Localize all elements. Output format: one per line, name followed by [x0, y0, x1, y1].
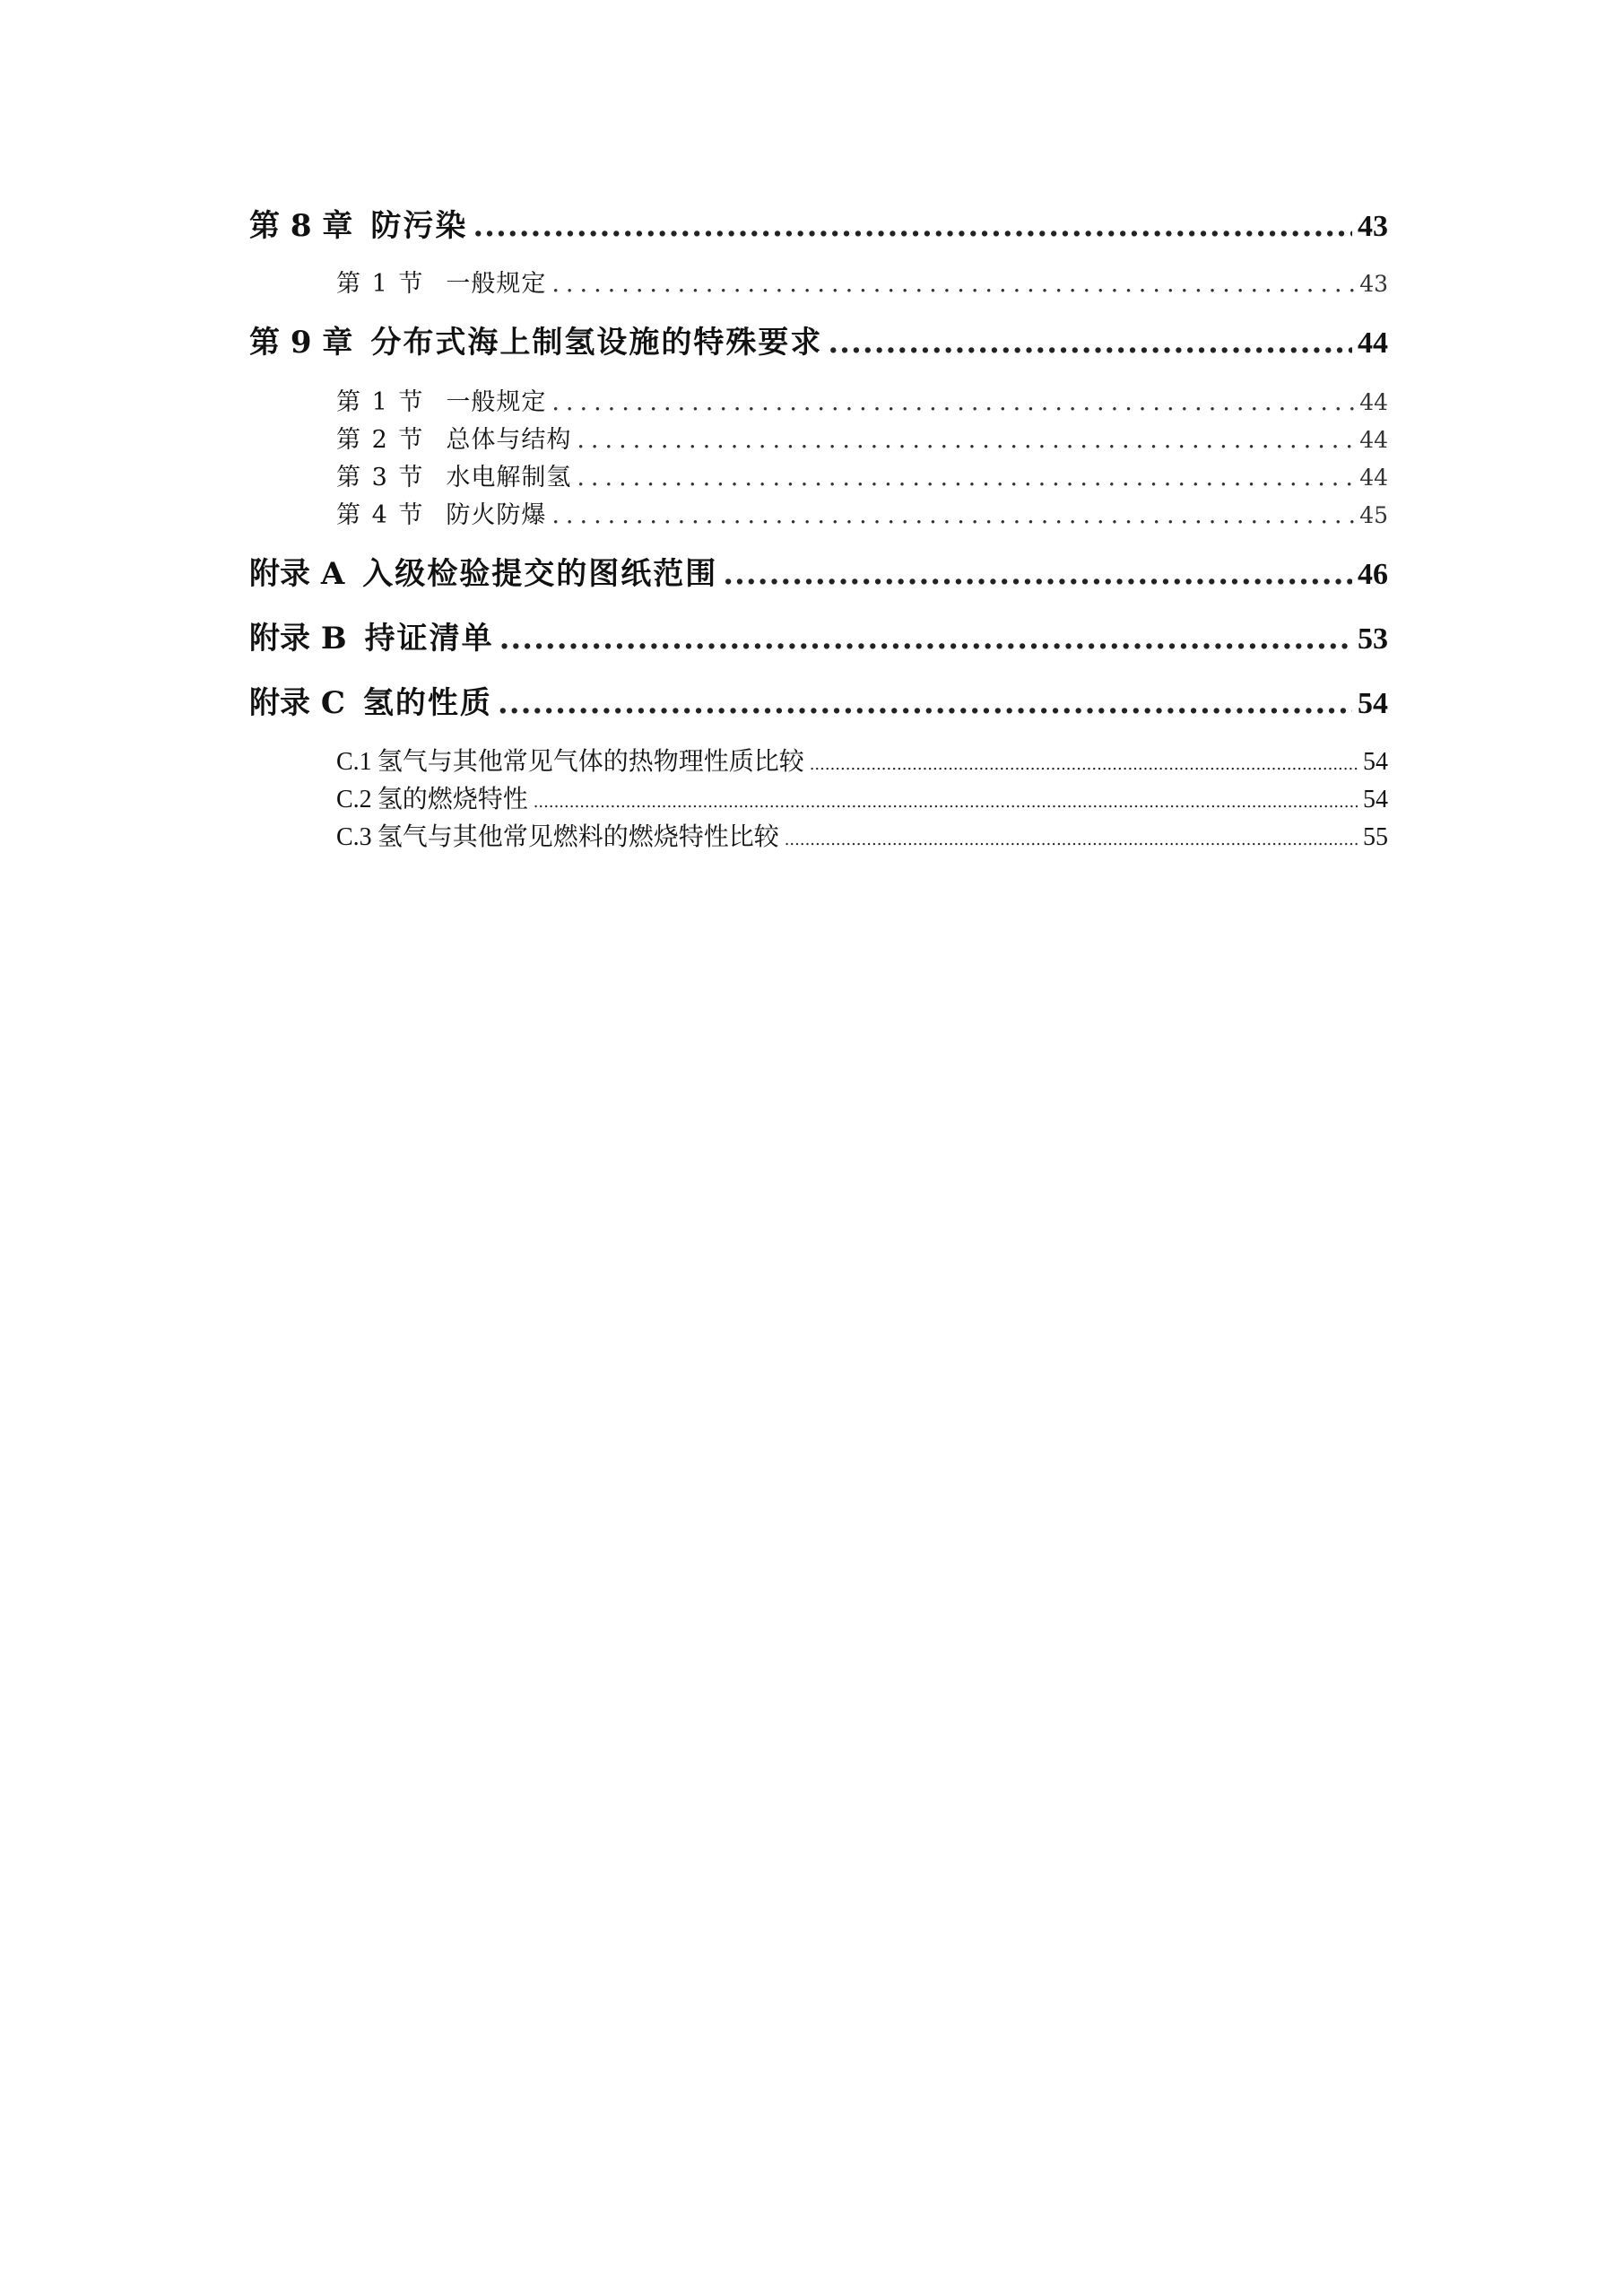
- toc-entry-title: 分布式海上制氢设施的特殊要求: [370, 325, 823, 361]
- dot-leader: [534, 793, 1358, 812]
- dot-leader: [828, 325, 1352, 361]
- toc-entry-title: 一般规定: [446, 388, 547, 416]
- toc-entry-page: 45: [1359, 502, 1388, 528]
- dot-leader: [577, 464, 1354, 491]
- toc-entry-prefix: C.2: [336, 786, 372, 813]
- toc-entry-page: 44: [1359, 427, 1388, 453]
- toc-entry-appendix-b[interactable]: [249, 613, 1388, 657]
- toc-entry-prefix: 第 1 节: [336, 388, 425, 416]
- dot-leader: [551, 270, 1354, 298]
- dot-leader: [810, 755, 1358, 774]
- toc-entry-prefix: 第 8 章: [249, 208, 353, 244]
- toc-entry-page: 53: [1358, 622, 1388, 656]
- toc-entry-page: 44: [1359, 465, 1388, 491]
- toc-entry-ch9-section-2[interactable]: [336, 420, 1388, 454]
- dot-leader: [785, 831, 1358, 849]
- toc-entry-prefix: 附录 B: [249, 621, 347, 657]
- toc-entry-prefix: 第 3 节: [336, 464, 425, 491]
- toc-entry-prefix: 附录 C: [249, 685, 345, 721]
- toc-entry-prefix: 第 2 节: [336, 426, 425, 454]
- toc-entry-appendix-c-3[interactable]: [336, 817, 1388, 851]
- dot-leader: [551, 388, 1354, 416]
- dot-leader: [551, 501, 1354, 529]
- toc-entry-title: 总体与结构: [446, 426, 572, 454]
- toc-entry-page: 54: [1358, 687, 1388, 720]
- toc-entry-prefix: 第 9 章: [249, 325, 353, 361]
- toc-entry-appendix-c[interactable]: [249, 678, 1388, 721]
- toc-entry-prefix: C.3: [336, 823, 372, 851]
- dot-leader: [723, 556, 1352, 592]
- toc-entry-title: 入级检验提交的图纸范围: [362, 556, 718, 592]
- toc-entry-page: 43: [1359, 271, 1388, 297]
- toc-entry-page: 54: [1363, 786, 1388, 813]
- toc-entry-page: 44: [1358, 326, 1388, 360]
- toc-entry-title: 水电解制氢: [446, 464, 572, 491]
- toc-entry-prefix: 第 4 节: [336, 501, 425, 529]
- toc-entry-prefix: 第 1 节: [336, 270, 425, 298]
- toc-entry-chapter-8[interactable]: [249, 201, 1388, 244]
- toc-entry-title: 防污染: [370, 208, 468, 244]
- toc-entry-appendix-c-2[interactable]: [336, 779, 1388, 813]
- toc-entry-prefix: 附录 A: [249, 556, 345, 592]
- toc-entry-chapter-9[interactable]: [249, 317, 1388, 361]
- dot-leader: [577, 426, 1354, 454]
- toc-entry-ch9-section-4[interactable]: [336, 495, 1388, 529]
- toc-entry-title: 持证清单: [364, 621, 494, 657]
- dot-leader: [498, 685, 1352, 721]
- toc-entry-title: 氢气与其他常见气体的热物理性质比较: [377, 746, 804, 776]
- toc-entry-page: 43: [1358, 210, 1388, 243]
- toc-entry-title: 防火防爆: [446, 501, 547, 529]
- toc-entry-title: 氢的性质: [362, 685, 492, 721]
- toc-entry-page: 46: [1358, 558, 1388, 591]
- toc-entry-title: 一般规定: [446, 270, 547, 298]
- toc-entry-page: 44: [1359, 389, 1388, 415]
- toc-entry-title: 氢的燃烧特性: [377, 784, 528, 813]
- toc-entry-ch8-section-1[interactable]: [336, 264, 1388, 298]
- toc-entry-ch9-section-1[interactable]: [336, 382, 1388, 416]
- toc-entry-appendix-c-1[interactable]: [336, 742, 1388, 776]
- toc-entry-prefix: C.1: [336, 748, 372, 776]
- toc-entry-page: 55: [1363, 823, 1388, 851]
- toc-entry-ch9-section-3[interactable]: [336, 457, 1388, 491]
- toc-entry-title: 氢气与其他常见燃料的燃烧特性比较: [377, 822, 779, 851]
- dot-leader: [499, 621, 1352, 657]
- toc-entry-appendix-a[interactable]: [249, 549, 1388, 592]
- dot-leader: [473, 208, 1352, 244]
- toc-entry-page: 54: [1363, 748, 1388, 776]
